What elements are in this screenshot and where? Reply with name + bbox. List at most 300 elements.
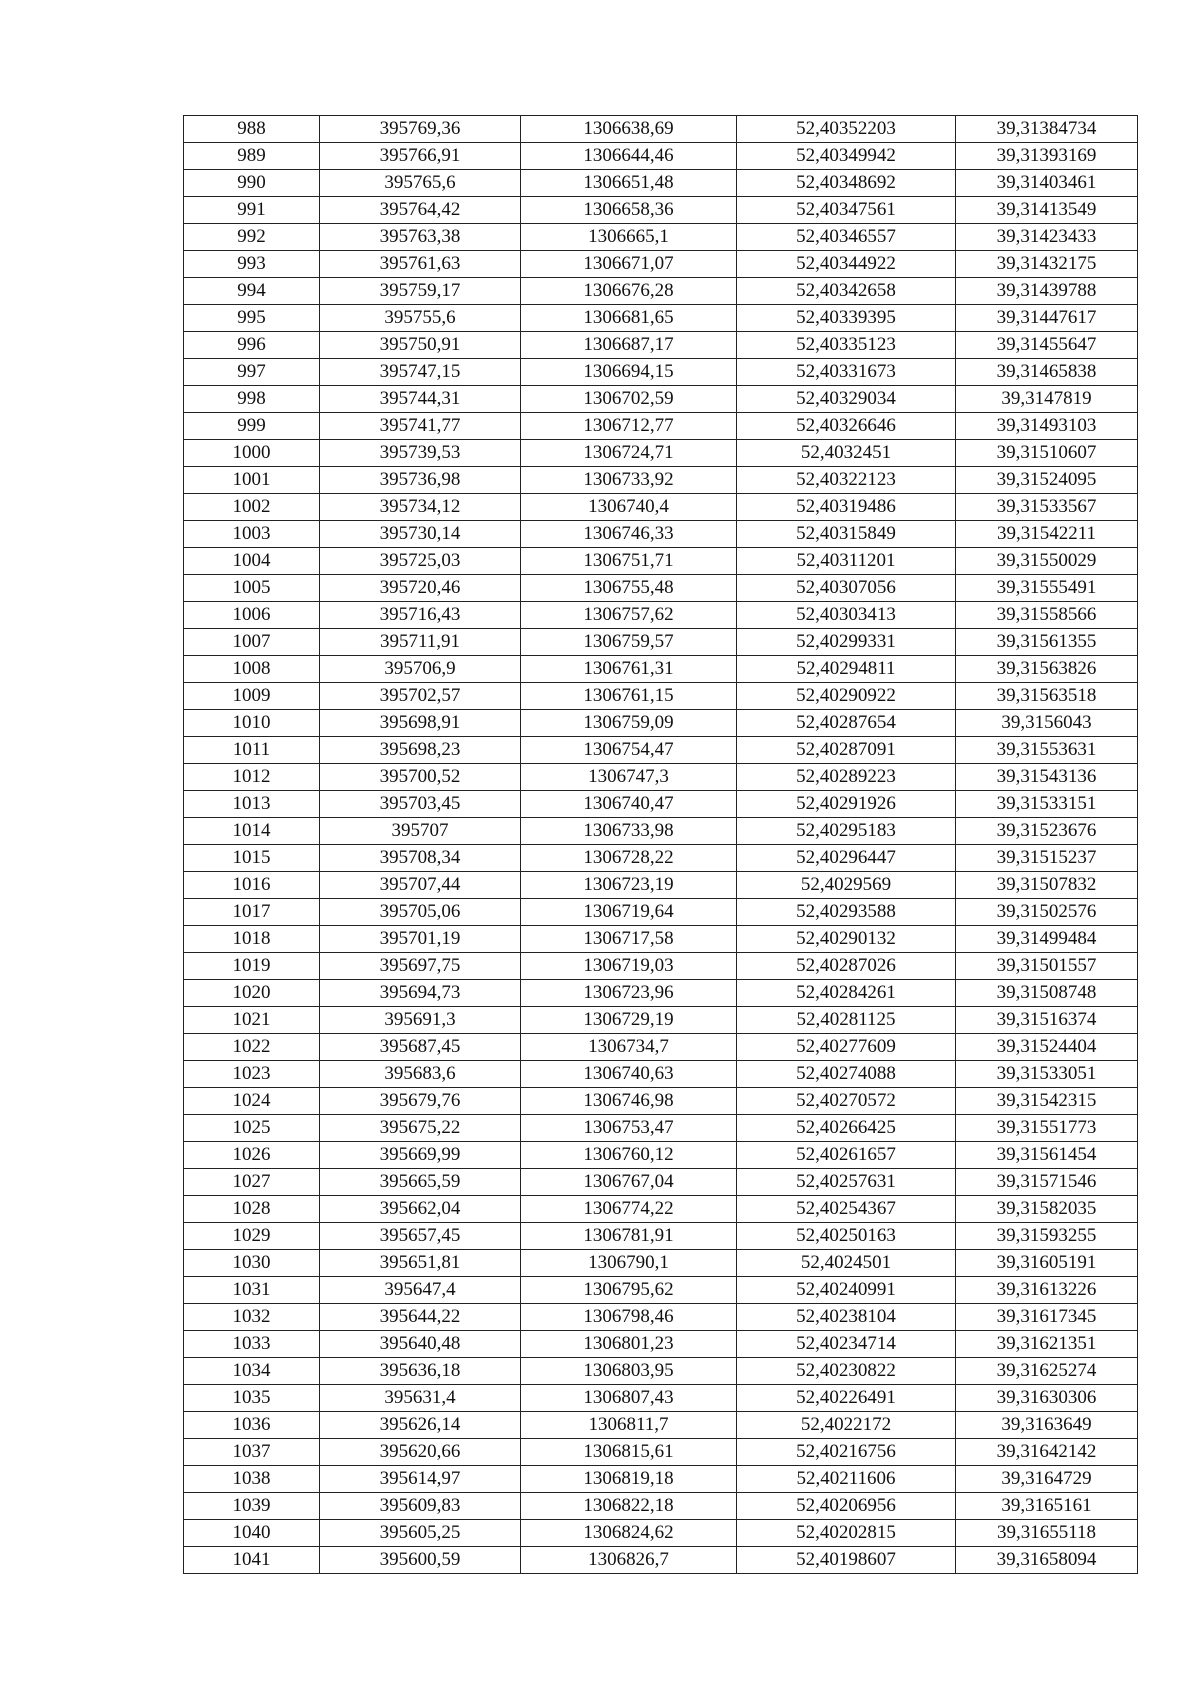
latitude-cell: 52,40349942 — [737, 143, 956, 170]
coord-x-cell: 395769,36 — [320, 116, 521, 143]
coord-x-cell: 395734,12 — [320, 494, 521, 521]
longitude-cell: 39,31384734 — [956, 116, 1138, 143]
coord-x-cell: 395755,6 — [320, 305, 521, 332]
table-row — [184, 548, 1138, 575]
longitude-cell: 39,31617345 — [956, 1304, 1138, 1331]
table-row — [184, 1304, 1138, 1331]
table-row — [184, 467, 1138, 494]
latitude-cell: 52,40261657 — [737, 1142, 956, 1169]
latitude-cell: 52,40238104 — [737, 1304, 956, 1331]
coord-y-cell: 1306747,3 — [521, 764, 737, 791]
coord-x-cell: 395605,25 — [320, 1520, 521, 1547]
latitude-cell: 52,40293588 — [737, 899, 956, 926]
longitude-cell: 39,31523676 — [956, 818, 1138, 845]
table-row — [184, 1439, 1138, 1466]
longitude-cell: 39,31455647 — [956, 332, 1138, 359]
table-row — [184, 1412, 1138, 1439]
latitude-cell: 52,40329034 — [737, 386, 956, 413]
latitude-cell: 52,40299331 — [737, 629, 956, 656]
latitude-cell: 52,40284261 — [737, 980, 956, 1007]
latitude-cell: 52,40291926 — [737, 791, 956, 818]
point-number-cell: 1027 — [184, 1169, 320, 1196]
point-number-cell: 1032 — [184, 1304, 320, 1331]
longitude-cell: 39,3156043 — [956, 710, 1138, 737]
point-number-cell: 1024 — [184, 1088, 320, 1115]
table-row — [184, 1142, 1138, 1169]
latitude-cell: 52,40347561 — [737, 197, 956, 224]
table-row — [184, 1034, 1138, 1061]
latitude-cell: 52,40274088 — [737, 1061, 956, 1088]
table-row — [184, 1547, 1138, 1574]
table-row — [184, 1061, 1138, 1088]
coord-x-cell: 395636,18 — [320, 1358, 521, 1385]
latitude-cell: 52,40254367 — [737, 1196, 956, 1223]
coord-y-cell: 1306712,77 — [521, 413, 737, 440]
point-number-cell: 1028 — [184, 1196, 320, 1223]
table-row — [184, 170, 1138, 197]
longitude-cell: 39,31403461 — [956, 170, 1138, 197]
coord-y-cell: 1306694,15 — [521, 359, 737, 386]
longitude-cell: 39,31630306 — [956, 1385, 1138, 1412]
longitude-cell: 39,31571546 — [956, 1169, 1138, 1196]
point-number-cell: 1034 — [184, 1358, 320, 1385]
coord-y-cell: 1306760,12 — [521, 1142, 737, 1169]
latitude-cell: 52,40281125 — [737, 1007, 956, 1034]
coord-y-cell: 1306822,18 — [521, 1493, 737, 1520]
longitude-cell: 39,31413549 — [956, 197, 1138, 224]
coord-x-cell: 395703,45 — [320, 791, 521, 818]
longitude-cell: 39,3164729 — [956, 1466, 1138, 1493]
latitude-cell: 52,40352203 — [737, 116, 956, 143]
coord-y-cell: 1306651,48 — [521, 170, 737, 197]
table-row — [184, 1223, 1138, 1250]
longitude-cell: 39,31439788 — [956, 278, 1138, 305]
longitude-cell: 39,31508748 — [956, 980, 1138, 1007]
coord-y-cell: 1306740,63 — [521, 1061, 737, 1088]
point-number-cell: 1023 — [184, 1061, 320, 1088]
table-row — [184, 251, 1138, 278]
table-row — [184, 359, 1138, 386]
table-row — [184, 629, 1138, 656]
longitude-cell: 39,31501557 — [956, 953, 1138, 980]
coord-y-cell: 1306740,47 — [521, 791, 737, 818]
point-number-cell: 1038 — [184, 1466, 320, 1493]
table-row — [184, 386, 1138, 413]
coord-x-cell: 395707,44 — [320, 872, 521, 899]
table-row — [184, 872, 1138, 899]
point-number-cell: 1029 — [184, 1223, 320, 1250]
coord-x-cell: 395620,66 — [320, 1439, 521, 1466]
latitude-cell: 52,40315849 — [737, 521, 956, 548]
coord-x-cell: 395694,73 — [320, 980, 521, 1007]
coord-y-cell: 1306761,15 — [521, 683, 737, 710]
point-number-cell: 999 — [184, 413, 320, 440]
latitude-cell: 52,40266425 — [737, 1115, 956, 1142]
latitude-cell: 52,40335123 — [737, 332, 956, 359]
latitude-cell: 52,4024501 — [737, 1250, 956, 1277]
point-number-cell: 998 — [184, 386, 320, 413]
longitude-cell: 39,31561355 — [956, 629, 1138, 656]
latitude-cell: 52,40303413 — [737, 602, 956, 629]
latitude-cell: 52,40348692 — [737, 170, 956, 197]
table-row — [184, 1385, 1138, 1412]
latitude-cell: 52,40202815 — [737, 1520, 956, 1547]
point-number-cell: 1004 — [184, 548, 320, 575]
longitude-cell: 39,31524404 — [956, 1034, 1138, 1061]
longitude-cell: 39,3147819 — [956, 386, 1138, 413]
latitude-cell: 52,40342658 — [737, 278, 956, 305]
longitude-cell: 39,31550029 — [956, 548, 1138, 575]
point-number-cell: 991 — [184, 197, 320, 224]
point-number-cell: 1011 — [184, 737, 320, 764]
latitude-cell: 52,40277609 — [737, 1034, 956, 1061]
latitude-cell: 52,40339395 — [737, 305, 956, 332]
coord-y-cell: 1306781,91 — [521, 1223, 737, 1250]
coord-y-cell: 1306746,33 — [521, 521, 737, 548]
table-row — [184, 1007, 1138, 1034]
point-number-cell: 988 — [184, 116, 320, 143]
coord-x-cell: 395702,57 — [320, 683, 521, 710]
coord-y-cell: 1306757,62 — [521, 602, 737, 629]
coord-y-cell: 1306733,98 — [521, 818, 737, 845]
coord-x-cell: 395644,22 — [320, 1304, 521, 1331]
coord-y-cell: 1306733,92 — [521, 467, 737, 494]
longitude-cell: 39,3165161 — [956, 1493, 1138, 1520]
coord-y-cell: 1306753,47 — [521, 1115, 737, 1142]
table-row — [184, 926, 1138, 953]
coord-y-cell: 1306644,46 — [521, 143, 737, 170]
longitude-cell: 39,31555491 — [956, 575, 1138, 602]
latitude-cell: 52,40289223 — [737, 764, 956, 791]
table-row — [184, 116, 1138, 143]
coord-y-cell: 1306719,03 — [521, 953, 737, 980]
longitude-cell: 39,31625274 — [956, 1358, 1138, 1385]
longitude-cell: 39,31582035 — [956, 1196, 1138, 1223]
coord-x-cell: 395626,14 — [320, 1412, 521, 1439]
longitude-cell: 39,31563826 — [956, 656, 1138, 683]
point-number-cell: 1008 — [184, 656, 320, 683]
point-number-cell: 989 — [184, 143, 320, 170]
table-row — [184, 1196, 1138, 1223]
longitude-cell: 39,31447617 — [956, 305, 1138, 332]
latitude-cell: 52,40322123 — [737, 467, 956, 494]
coord-y-cell: 1306702,59 — [521, 386, 737, 413]
coord-x-cell: 395744,31 — [320, 386, 521, 413]
coord-y-cell: 1306687,17 — [521, 332, 737, 359]
latitude-cell: 52,40287091 — [737, 737, 956, 764]
table-row — [184, 413, 1138, 440]
coord-y-cell: 1306740,4 — [521, 494, 737, 521]
point-number-cell: 997 — [184, 359, 320, 386]
longitude-cell: 39,31613226 — [956, 1277, 1138, 1304]
coord-x-cell: 395739,53 — [320, 440, 521, 467]
coord-y-cell: 1306665,1 — [521, 224, 737, 251]
point-number-cell: 1039 — [184, 1493, 320, 1520]
coord-y-cell: 1306824,62 — [521, 1520, 737, 1547]
coord-y-cell: 1306751,71 — [521, 548, 737, 575]
longitude-cell: 39,31593255 — [956, 1223, 1138, 1250]
table-row — [184, 1331, 1138, 1358]
coord-x-cell: 395725,03 — [320, 548, 521, 575]
longitude-cell: 39,31621351 — [956, 1331, 1138, 1358]
coord-y-cell: 1306681,65 — [521, 305, 737, 332]
table-row — [184, 791, 1138, 818]
coord-y-cell: 1306717,58 — [521, 926, 737, 953]
coord-x-cell: 395669,99 — [320, 1142, 521, 1169]
table-row — [184, 980, 1138, 1007]
latitude-cell: 52,40344922 — [737, 251, 956, 278]
longitude-cell: 39,31493103 — [956, 413, 1138, 440]
latitude-cell: 52,40307056 — [737, 575, 956, 602]
point-number-cell: 1001 — [184, 467, 320, 494]
longitude-cell: 39,31507832 — [956, 872, 1138, 899]
coord-x-cell: 395706,9 — [320, 656, 521, 683]
coord-y-cell: 1306728,22 — [521, 845, 737, 872]
point-number-cell: 1019 — [184, 953, 320, 980]
coord-x-cell: 395747,15 — [320, 359, 521, 386]
coord-x-cell: 395711,91 — [320, 629, 521, 656]
table-row — [184, 602, 1138, 629]
table-row — [184, 845, 1138, 872]
point-number-cell: 1033 — [184, 1331, 320, 1358]
table-row — [184, 1115, 1138, 1142]
table-row — [184, 332, 1138, 359]
coord-y-cell: 1306815,61 — [521, 1439, 737, 1466]
coord-y-cell: 1306723,96 — [521, 980, 737, 1007]
latitude-cell: 52,4022172 — [737, 1412, 956, 1439]
coord-y-cell: 1306734,7 — [521, 1034, 737, 1061]
coord-x-cell: 395687,45 — [320, 1034, 521, 1061]
point-number-cell: 1040 — [184, 1520, 320, 1547]
coord-x-cell: 395700,52 — [320, 764, 521, 791]
latitude-cell: 52,40290132 — [737, 926, 956, 953]
longitude-cell: 39,31605191 — [956, 1250, 1138, 1277]
point-number-cell: 1017 — [184, 899, 320, 926]
longitude-cell: 39,31561454 — [956, 1142, 1138, 1169]
point-number-cell: 1005 — [184, 575, 320, 602]
coord-y-cell: 1306826,7 — [521, 1547, 737, 1574]
longitude-cell: 39,31510607 — [956, 440, 1138, 467]
coord-x-cell: 395691,3 — [320, 1007, 521, 1034]
table-row — [184, 1520, 1138, 1547]
latitude-cell: 52,40326646 — [737, 413, 956, 440]
coord-x-cell: 395698,91 — [320, 710, 521, 737]
longitude-cell: 39,31533151 — [956, 791, 1138, 818]
coord-x-cell: 395614,97 — [320, 1466, 521, 1493]
longitude-cell: 39,31393169 — [956, 143, 1138, 170]
coordinates-table — [183, 115, 1138, 1574]
point-number-cell: 993 — [184, 251, 320, 278]
coord-x-cell: 395705,06 — [320, 899, 521, 926]
point-number-cell: 1007 — [184, 629, 320, 656]
coord-y-cell: 1306798,46 — [521, 1304, 737, 1331]
coord-y-cell: 1306819,18 — [521, 1466, 737, 1493]
longitude-cell: 39,31542315 — [956, 1088, 1138, 1115]
table-row — [184, 494, 1138, 521]
table-row — [184, 737, 1138, 764]
latitude-cell: 52,40234714 — [737, 1331, 956, 1358]
table-row — [184, 1169, 1138, 1196]
point-number-cell: 992 — [184, 224, 320, 251]
table-row — [184, 710, 1138, 737]
coord-x-cell: 395759,17 — [320, 278, 521, 305]
coord-x-cell: 395766,91 — [320, 143, 521, 170]
table-row — [184, 1088, 1138, 1115]
point-number-cell: 994 — [184, 278, 320, 305]
point-number-cell: 1014 — [184, 818, 320, 845]
coord-x-cell: 395647,4 — [320, 1277, 521, 1304]
point-number-cell: 1026 — [184, 1142, 320, 1169]
coord-x-cell: 395600,59 — [320, 1547, 521, 1574]
longitude-cell: 39,31432175 — [956, 251, 1138, 278]
latitude-cell: 52,40226491 — [737, 1385, 956, 1412]
table-row — [184, 575, 1138, 602]
coord-x-cell: 395631,4 — [320, 1385, 521, 1412]
point-number-cell: 1021 — [184, 1007, 320, 1034]
point-number-cell: 1016 — [184, 872, 320, 899]
latitude-cell: 52,40216756 — [737, 1439, 956, 1466]
longitude-cell: 39,31515237 — [956, 845, 1138, 872]
point-number-cell: 1041 — [184, 1547, 320, 1574]
latitude-cell: 52,40211606 — [737, 1466, 956, 1493]
coord-y-cell: 1306658,36 — [521, 197, 737, 224]
latitude-cell: 52,4032451 — [737, 440, 956, 467]
coord-y-cell: 1306754,47 — [521, 737, 737, 764]
longitude-cell: 39,31533567 — [956, 494, 1138, 521]
longitude-cell: 39,31655118 — [956, 1520, 1138, 1547]
point-number-cell: 1012 — [184, 764, 320, 791]
coord-y-cell: 1306795,62 — [521, 1277, 737, 1304]
coord-x-cell: 395720,46 — [320, 575, 521, 602]
point-number-cell: 1002 — [184, 494, 320, 521]
point-number-cell: 1015 — [184, 845, 320, 872]
table-row — [184, 305, 1138, 332]
coordinates-table-body — [184, 116, 1138, 1574]
coord-y-cell: 1306801,23 — [521, 1331, 737, 1358]
coord-x-cell: 395609,83 — [320, 1493, 521, 1520]
coord-x-cell: 395698,23 — [320, 737, 521, 764]
latitude-cell: 52,40198607 — [737, 1547, 956, 1574]
table-row — [184, 440, 1138, 467]
coord-y-cell: 1306723,19 — [521, 872, 737, 899]
longitude-cell: 39,31465838 — [956, 359, 1138, 386]
coord-y-cell: 1306811,7 — [521, 1412, 737, 1439]
coord-y-cell: 1306790,1 — [521, 1250, 737, 1277]
point-number-cell: 1018 — [184, 926, 320, 953]
coord-x-cell: 395765,6 — [320, 170, 521, 197]
latitude-cell: 52,40230822 — [737, 1358, 956, 1385]
point-number-cell: 1010 — [184, 710, 320, 737]
table-row — [184, 143, 1138, 170]
point-number-cell: 1025 — [184, 1115, 320, 1142]
latitude-cell: 52,4029569 — [737, 872, 956, 899]
coord-x-cell: 395665,59 — [320, 1169, 521, 1196]
latitude-cell: 52,40346557 — [737, 224, 956, 251]
coord-y-cell: 1306719,64 — [521, 899, 737, 926]
latitude-cell: 52,40287026 — [737, 953, 956, 980]
coord-x-cell: 395651,81 — [320, 1250, 521, 1277]
longitude-cell: 39,31524095 — [956, 467, 1138, 494]
longitude-cell: 39,31558566 — [956, 602, 1138, 629]
longitude-cell: 39,3163649 — [956, 1412, 1138, 1439]
coord-y-cell: 1306724,71 — [521, 440, 737, 467]
latitude-cell: 52,40240991 — [737, 1277, 956, 1304]
point-number-cell: 1013 — [184, 791, 320, 818]
coord-x-cell: 395716,43 — [320, 602, 521, 629]
coord-x-cell: 395750,91 — [320, 332, 521, 359]
coord-x-cell: 395707 — [320, 818, 521, 845]
coord-x-cell: 395736,98 — [320, 467, 521, 494]
point-number-cell: 1009 — [184, 683, 320, 710]
point-number-cell: 1036 — [184, 1412, 320, 1439]
latitude-cell: 52,40290922 — [737, 683, 956, 710]
latitude-cell: 52,40296447 — [737, 845, 956, 872]
latitude-cell: 52,40294811 — [737, 656, 956, 683]
point-number-cell: 1003 — [184, 521, 320, 548]
latitude-cell: 52,40270572 — [737, 1088, 956, 1115]
table-row — [184, 1493, 1138, 1520]
coord-y-cell: 1306759,57 — [521, 629, 737, 656]
table-row — [184, 278, 1138, 305]
longitude-cell: 39,31551773 — [956, 1115, 1138, 1142]
table-row — [184, 683, 1138, 710]
coord-x-cell: 395763,38 — [320, 224, 521, 251]
coord-x-cell: 395640,48 — [320, 1331, 521, 1358]
coord-y-cell: 1306755,48 — [521, 575, 737, 602]
coord-y-cell: 1306638,69 — [521, 116, 737, 143]
point-number-cell: 1035 — [184, 1385, 320, 1412]
point-number-cell: 996 — [184, 332, 320, 359]
latitude-cell: 52,40287654 — [737, 710, 956, 737]
point-number-cell: 1006 — [184, 602, 320, 629]
coord-y-cell: 1306767,04 — [521, 1169, 737, 1196]
latitude-cell: 52,40311201 — [737, 548, 956, 575]
coord-y-cell: 1306671,07 — [521, 251, 737, 278]
coord-y-cell: 1306807,43 — [521, 1385, 737, 1412]
latitude-cell: 52,40319486 — [737, 494, 956, 521]
table-row — [184, 899, 1138, 926]
coord-x-cell: 395761,63 — [320, 251, 521, 278]
table-row — [184, 197, 1138, 224]
longitude-cell: 39,31499484 — [956, 926, 1138, 953]
table-row — [184, 656, 1138, 683]
coord-x-cell: 395697,75 — [320, 953, 521, 980]
coord-y-cell: 1306803,95 — [521, 1358, 737, 1385]
coord-x-cell: 395675,22 — [320, 1115, 521, 1142]
coord-x-cell: 395657,45 — [320, 1223, 521, 1250]
point-number-cell: 1030 — [184, 1250, 320, 1277]
coord-y-cell: 1306759,09 — [521, 710, 737, 737]
coord-x-cell: 395662,04 — [320, 1196, 521, 1223]
point-number-cell: 1000 — [184, 440, 320, 467]
table-row — [184, 1277, 1138, 1304]
longitude-cell: 39,31516374 — [956, 1007, 1138, 1034]
latitude-cell: 52,40206956 — [737, 1493, 956, 1520]
longitude-cell: 39,31658094 — [956, 1547, 1138, 1574]
coord-x-cell: 395741,77 — [320, 413, 521, 440]
coord-x-cell: 395679,76 — [320, 1088, 521, 1115]
coord-y-cell: 1306774,22 — [521, 1196, 737, 1223]
coord-y-cell: 1306746,98 — [521, 1088, 737, 1115]
longitude-cell: 39,31563518 — [956, 683, 1138, 710]
coord-x-cell: 395701,19 — [320, 926, 521, 953]
longitude-cell: 39,31553631 — [956, 737, 1138, 764]
longitude-cell: 39,31543136 — [956, 764, 1138, 791]
point-number-cell: 1022 — [184, 1034, 320, 1061]
longitude-cell: 39,31533051 — [956, 1061, 1138, 1088]
table-row — [184, 1466, 1138, 1493]
point-number-cell: 1037 — [184, 1439, 320, 1466]
